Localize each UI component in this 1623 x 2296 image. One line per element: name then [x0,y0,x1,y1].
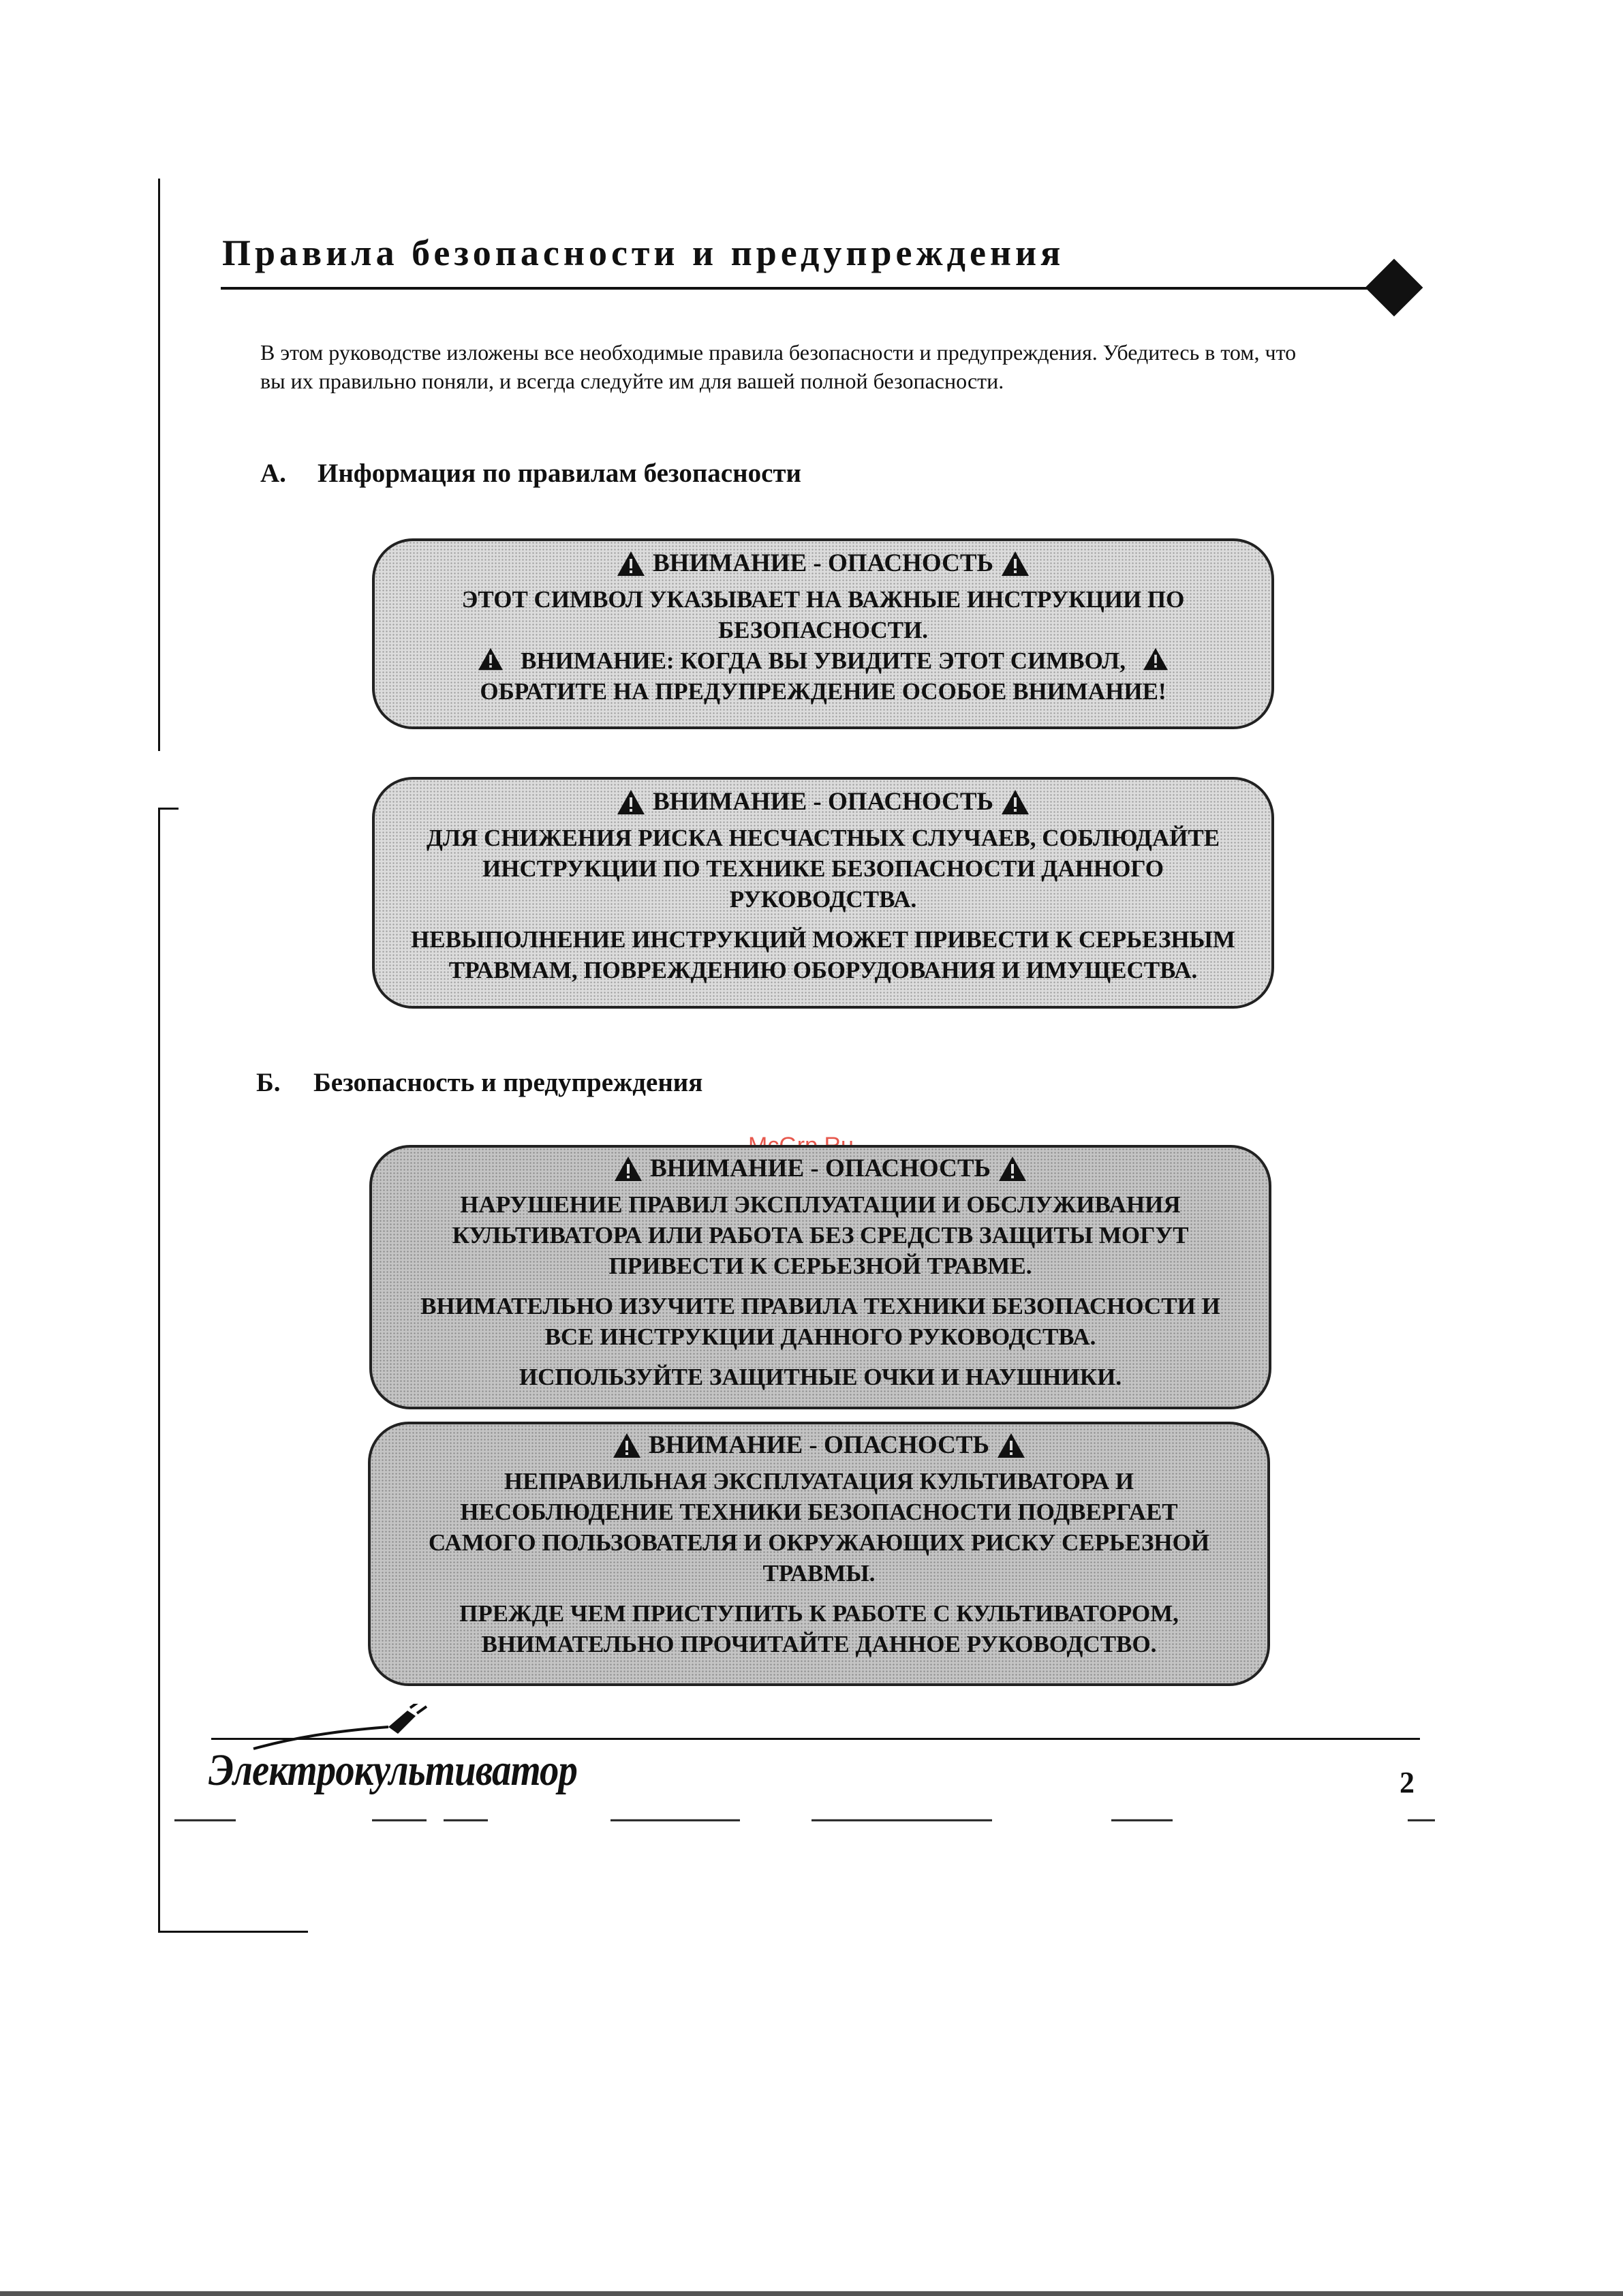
warning-heading-text: ВНИМАНИЕ - ОПАСНОСТЬ [649,1431,989,1459]
warning-text-line: ВСЕ ИНСТРУКЦИИ ДАННОГО РУКОВОДСТВА. [544,1323,1096,1350]
warning-heading-text: ВНИМАНИЕ - ОПАСНОСТЬ [650,1154,991,1182]
warning-text-line-with-symbols [375,645,1271,676]
warning-triangle-icon [1000,550,1030,577]
left-margin-tick [158,808,179,810]
footer-brand: Электрокультиватор [208,1745,578,1795]
warning-triangle-icon [613,1155,643,1182]
warning-text-line: НЕВЫПОЛНЕНИЕ ИНСТРУКЦИЙ МОЖЕТ ПРИВЕСТИ К СЕРЬЕЗНЫМ [411,926,1235,953]
warning-text-line: ТРАВМЫ. [762,1560,876,1587]
warning-text-line: САМОГО ПОЛЬЗОВАТЕЛЯ И ОКРУЖАЮЩИХ РИСКУ СЕРЬЕЗНОЙ [428,1529,1210,1556]
warning-text-line: ОБРАТИТЕ НА ПРЕДУПРЕЖДЕНИЕ ОСОБОЕ ВНИМАНИЕ! [480,678,1166,705]
warning-box-heading [371,1430,1267,1460]
warning-box-heading [375,786,1271,817]
page-number: 2 [1400,1766,1415,1799]
warning-heading-text: ВНИМАНИЕ - ОПАСНОСТЬ [653,788,993,816]
warning-box-heading [372,1153,1269,1184]
warning-text-line: ВНИМАНИЕ: КОГДА ВЫ УВИДИТЕ ЭТОТ СИМВОЛ, [521,647,1126,674]
section-a-title: Информация по правилам безопасности [318,459,802,488]
warning-triangle-icon [477,647,504,671]
section-b-letter: Б. [256,1068,281,1097]
footer-rule [211,1738,1420,1740]
warning-box-symbol-info [372,538,1274,729]
left-margin-rule-bottom [158,808,160,1932]
footer-dashed-rule [174,1818,1435,1822]
warning-triangle-icon [1142,647,1169,671]
section-b-title: Безопасность и предупреждения [313,1068,703,1097]
warning-triangle-icon [616,550,646,577]
warning-text-line: ДЛЯ СНИЖЕНИЯ РИСКА НЕСЧАСТНЫХ СЛУЧАЕВ, СОБЛЮДАЙТЕ [426,825,1220,851]
warning-text-line: КУЛЬТИВАТОРА ИЛИ РАБОТА БЕЗ СРЕДСТВ ЗАЩИТЫ МОГУТ [452,1222,1189,1249]
left-margin-rule-top [158,179,160,751]
warning-text-line: НЕПРАВИЛЬНАЯ ЭКСПЛУАТАЦИЯ КУЛЬТИВАТОРА И [504,1468,1134,1495]
warning-text-line: ЭТОТ СИМВОЛ УКАЗЫВАЕТ НА ВАЖНЫЕ ИНСТРУКЦИИ ПО [461,586,1185,613]
warning-box-operation-rules [369,1145,1271,1409]
page-bottom-edge [0,2291,1623,2296]
warning-text-line: ПРИВЕСТИ К СЕРЬЕЗНОЙ ТРАВМЕ. [608,1253,1032,1279]
warning-text-line: НЕСОБЛЮДЕНИЕ ТЕХНИКИ БЕЗОПАСНОСТИ ПОДВЕРГАЕТ [460,1499,1178,1525]
warning-triangle-icon [996,1432,1026,1459]
section-b-heading [256,1067,702,1098]
page-title: Правила безопасности и предупреждения [222,232,1065,273]
warning-text-line: ВНИМАТЕЛЬНО ПРОЧИТАЙТЕ ДАННОЕ РУКОВОДСТВО. [481,1631,1157,1657]
warning-text-line: ИНСТРУКЦИИ ПО ТЕХНИКЕ БЕЗОПАСНОСТИ ДАННОГО [482,855,1164,882]
warning-text-line: РУКОВОДСТВА. [729,886,917,913]
warning-triangle-icon [616,789,646,816]
bottom-left-corner-rule [158,1931,308,1933]
warning-text-line: НАРУШЕНИЕ ПРАВИЛ ЭКСПЛУАТАЦИИ И ОБСЛУЖИВАНИЯ [460,1191,1181,1218]
warning-box-improper-use [368,1422,1270,1686]
warning-box-heading [375,548,1271,579]
warning-text-line: ПРЕЖДЕ ЧЕМ ПРИСТУПИТЬ К РАБОТЕ С КУЛЬТИВАТОРОМ, [459,1600,1179,1627]
warning-text-line: ВНИМАТЕЛЬНО ИЗУЧИТЕ ПРАВИЛА ТЕХНИКИ БЕЗОПАСНОСТИ И [420,1293,1220,1319]
warning-text-line: ИСПОЛЬЗУЙТЕ ЗАЩИТНЫЕ ОЧКИ И НАУШНИКИ. [519,1364,1122,1390]
warning-text-line: ТРАВМАМ, ПОВРЕЖДЕНИЮ ОБОРУДОВАНИЯ И ИМУЩЕСТВА. [448,957,1198,983]
diamond-icon [1365,259,1423,317]
warning-heading-text: ВНИМАНИЕ - ОПАСНОСТЬ [653,549,993,577]
warning-triangle-icon [612,1432,642,1459]
section-a-letter: А. [260,459,286,488]
warning-triangle-icon [1000,789,1030,816]
warning-triangle-icon [998,1155,1027,1182]
warning-box-accident-risk [372,777,1274,1009]
intro-paragraph: В этом руководстве изложены все необходимые правила безопасности и предупреждения. Убедитесь в том, что вы их правильно поняли, и всегда следуйте им для вашей полной безопасности. [260,340,1297,393]
section-a-heading [260,458,801,489]
warning-text-line: БЕЗОПАСНОСТИ. [717,617,929,643]
title-underline [221,287,1379,290]
